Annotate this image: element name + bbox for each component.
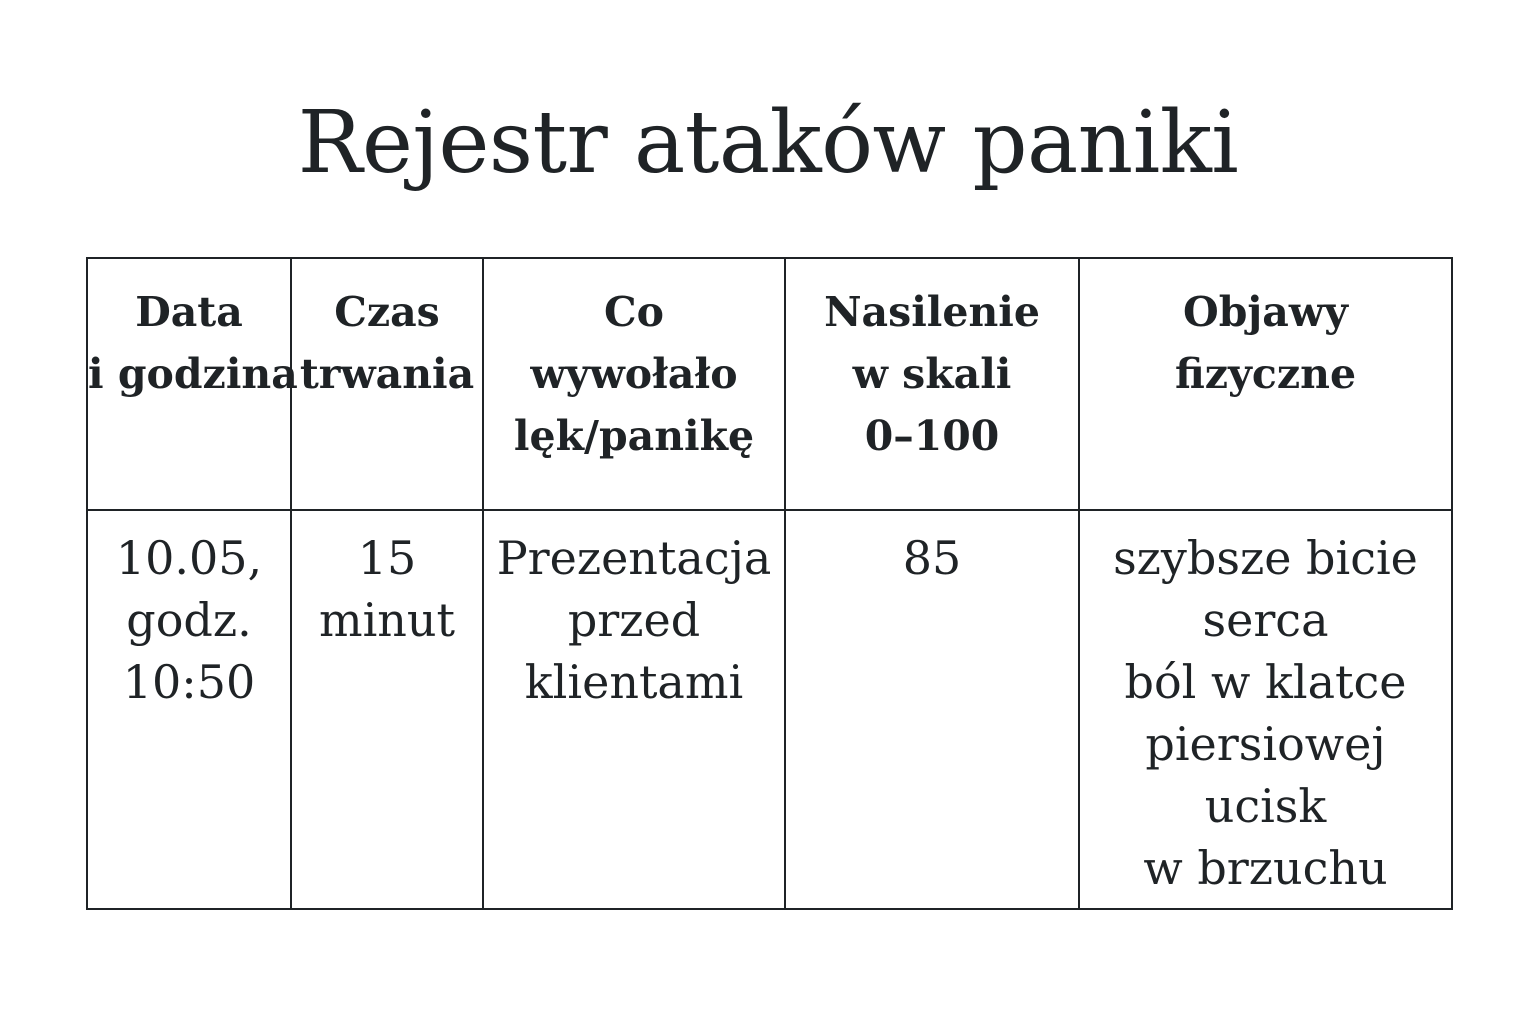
header-duration: Czas trwania: [291, 258, 483, 510]
panic-attack-log-table: [86, 257, 1453, 910]
header-physical-symptoms: Objawy fizyczne: [1079, 258, 1452, 510]
cell-trigger: Prezentacja przed klientami: [483, 510, 785, 909]
cell-physical-symptoms: szybsze bicie serca ból w klatce piersiowej ucisk w brzuchu: [1079, 510, 1452, 909]
cell-intensity: 85: [785, 510, 1079, 909]
cell-date-time: 10.05, godz. 10:50: [87, 510, 291, 909]
table-row: [87, 510, 1452, 909]
page-title: Rejestr ataków paniki: [297, 93, 1239, 193]
header-trigger: Co wywołało lęk/panikę: [483, 258, 785, 510]
table-header-row: [87, 258, 1452, 510]
header-intensity: Nasilenie w skali 0–100: [785, 258, 1079, 510]
cell-duration: 15 minut: [291, 510, 483, 909]
header-date-time: Data i godzina: [87, 258, 291, 510]
